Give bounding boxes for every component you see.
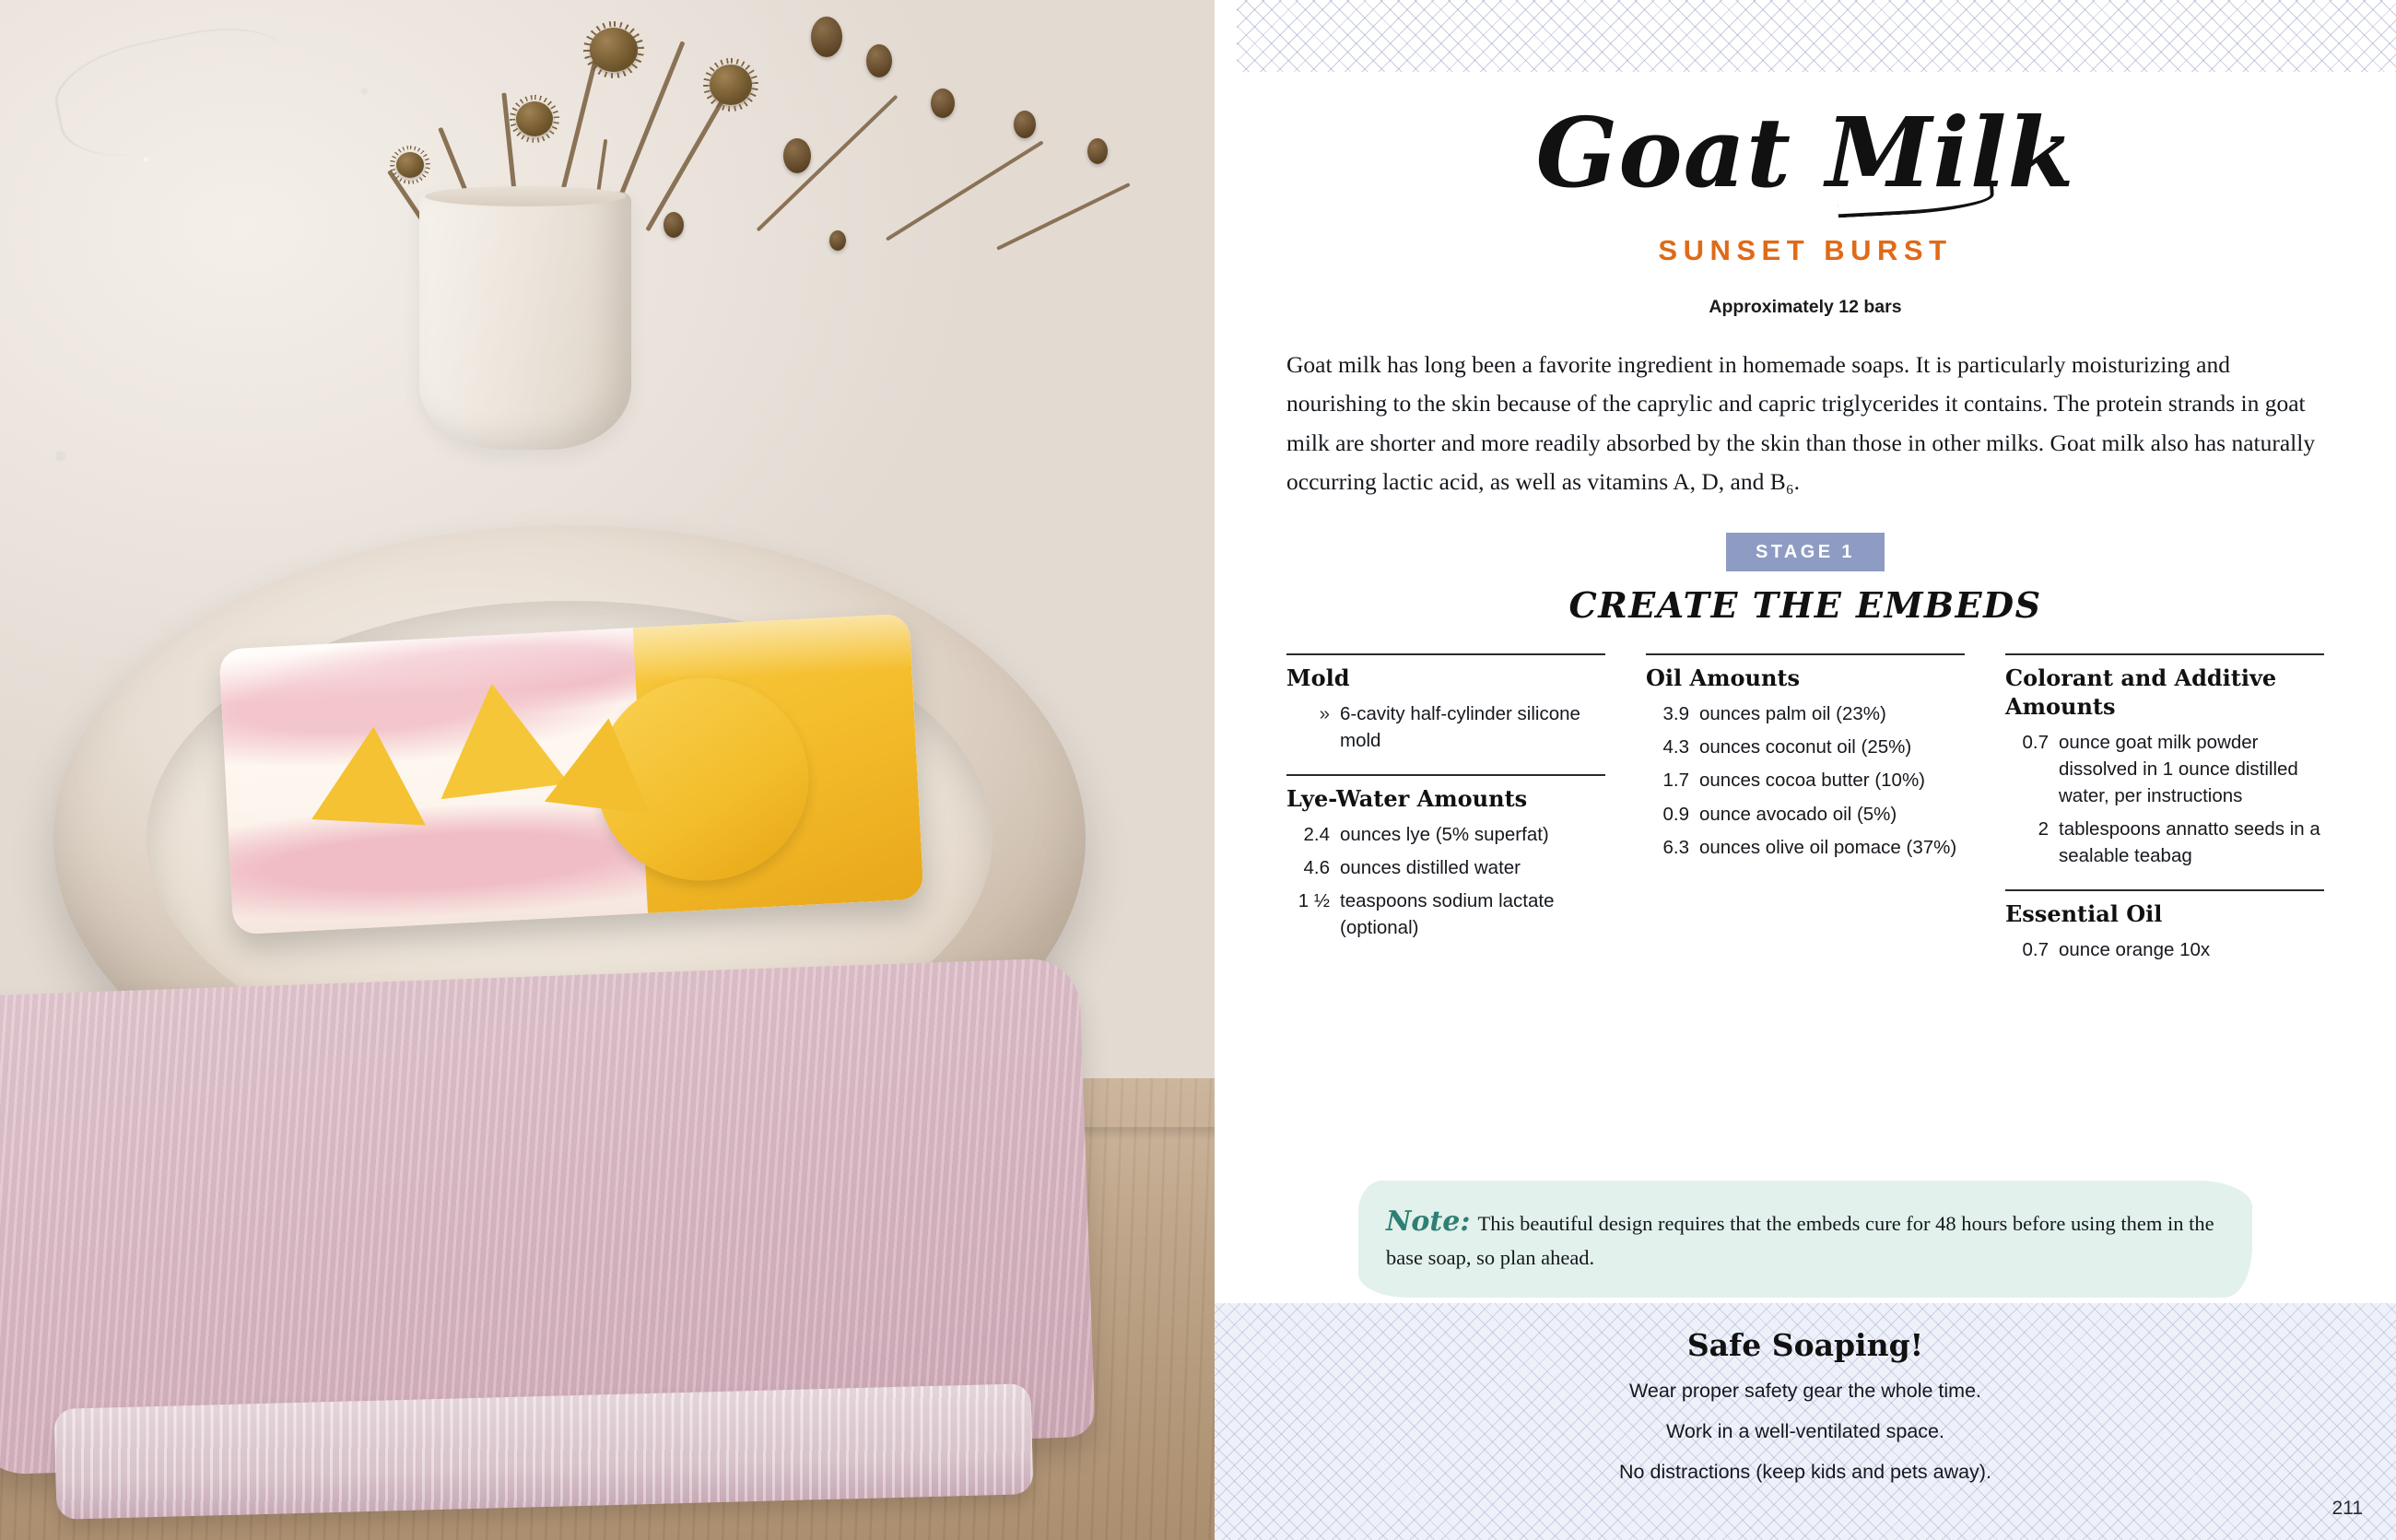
- page-number: 211: [2331, 1498, 2363, 1519]
- ingredient-text: ounces distilled water: [1340, 857, 1521, 879]
- ingredient-row: [1646, 801, 1965, 828]
- note-callout: [1358, 1181, 2252, 1298]
- column-divider: [2005, 889, 2324, 891]
- ingredient-text: ounces lye (5% superfat): [1340, 824, 1549, 846]
- recipe-subtitle: SUNSET BURST: [1658, 234, 1953, 267]
- stage-title: CREATE THE EMBEDS: [1568, 584, 2042, 627]
- ingredient-row: [2005, 816, 2324, 869]
- ingredient-text: ounces coconut oil (25%): [1699, 736, 1912, 758]
- footer-line: Wear proper safety gear the whole time.: [1628, 1380, 1981, 1402]
- ingredient-row: [1646, 700, 1965, 727]
- ingredient-column-oils: [1646, 653, 1965, 866]
- soap-triangle-embed: [545, 711, 662, 814]
- ingredient-amount: 0.7: [2022, 731, 2049, 753]
- recipe-body: [1215, 72, 2396, 970]
- footer-heading: Safe Soaping!: [1686, 1327, 1924, 1363]
- ingredient-amount: 4.6: [1303, 857, 1330, 879]
- ingredient-amount: 1.7: [1662, 770, 1689, 792]
- top-pattern-edge-mask: [1215, 0, 1237, 72]
- ingredient-amount: 6.3: [1662, 836, 1689, 858]
- stage-badge: STAGE 1: [1726, 533, 1885, 571]
- ingredient-amount: »: [1319, 703, 1330, 725]
- ingredient-amount: 3.9: [1662, 703, 1689, 725]
- ingredient-text: 6-cavity half-cylinder silicone mold: [1340, 703, 1580, 752]
- ingredient-row: [1286, 700, 1605, 754]
- subsection-heading: Lye-Water Amounts: [1286, 785, 1528, 813]
- recipe-intro-paragraph: Goat milk has long been a favorite ingredient in homemade soaps. It is particularly moisturizing and nourishing to the skin because of the caprylic and capric triglycerides it contains. The protein strands in goat milk are shorter and more readily absorbed by the skin than those in other milks. Goat milk also has naturally occurring lactic acid, as well as vitamins A, D, and B₆.: [1286, 351, 2316, 496]
- ingredient-row: [1286, 821, 1605, 848]
- ingredient-text: ounces olive oil pomace (37%): [1699, 836, 1957, 858]
- ingredient-subsection-essential-oil: [2005, 889, 2324, 963]
- column-heading: Colorant and Additive Amounts: [2005, 664, 2277, 721]
- ingredient-row: [1646, 834, 1965, 861]
- note-text: This beautiful design requires that the embeds cure for 48 hours before using them in the base soap, so plan ahead.: [1386, 1212, 2214, 1269]
- ingredient-text: ounces cocoa butter (10%): [1699, 770, 1925, 792]
- ingredient-text: ounce orange 10x: [2059, 939, 2211, 961]
- ingredient-columns: [1286, 653, 2324, 970]
- ingredient-text: ounces palm oil (23%): [1699, 703, 1886, 725]
- ingredient-amount: 0.9: [1662, 803, 1689, 825]
- ingredient-amount: 2: [2038, 818, 2049, 841]
- ingredient-text: tablespoons annatto seeds in a sealable teabag: [2059, 818, 2320, 867]
- note-label: Note:: [1386, 1205, 1471, 1238]
- ingredient-text: ounce goat milk powder dissolved in 1 ounce distilled water, per instructions: [2059, 731, 2298, 807]
- ingredient-amount: 0.7: [2022, 939, 2049, 961]
- ingredient-amount: 4.3: [1662, 736, 1689, 758]
- ingredient-row: [2005, 936, 2324, 963]
- subsection-heading: Essential Oil: [2005, 900, 2163, 928]
- ingredient-row: [1646, 767, 1965, 794]
- page-title: Goat Milk: [1535, 96, 2075, 209]
- ingredient-row: [1646, 734, 1965, 760]
- footer-line: Work in a well-ventilated space.: [1666, 1420, 1944, 1442]
- recipe-page: [1215, 0, 2396, 1540]
- column-divider: [1286, 653, 1605, 655]
- note-text-block: [1386, 1201, 2225, 1274]
- ingredient-row: [2005, 729, 2324, 809]
- column-divider: [1286, 774, 1605, 776]
- soap-triangle-embed: [311, 723, 430, 825]
- column-heading: Mold: [1286, 664, 1350, 692]
- ingredient-column-colorant: [2005, 653, 2324, 970]
- ingredient-amount: 2.4: [1303, 824, 1330, 846]
- ingredient-amount: 1 ½: [1298, 890, 1330, 912]
- ingredient-row: [1286, 854, 1605, 881]
- column-divider: [2005, 653, 2324, 655]
- recipe-yield: Approximately 12 bars: [1709, 297, 1902, 318]
- ceramic-vase: [419, 192, 631, 450]
- column-heading: Oil Amounts: [1646, 664, 1801, 692]
- top-decorative-pattern: [1215, 0, 2396, 72]
- footer-line: No distractions (keep kids and pets away).: [1619, 1461, 1991, 1483]
- soap-bar: [218, 614, 923, 935]
- ingredient-row: [1286, 888, 1605, 941]
- ingredient-text: ounce avocado oil (5%): [1699, 803, 1897, 825]
- ingredient-text: teaspoons sodium lactate (optional): [1340, 890, 1555, 939]
- column-divider: [1646, 653, 1965, 655]
- safe-soaping-footer: [1215, 1303, 2396, 1540]
- ingredient-subsection-lye-water: [1286, 774, 1605, 941]
- ingredient-column-mold: [1286, 653, 1605, 947]
